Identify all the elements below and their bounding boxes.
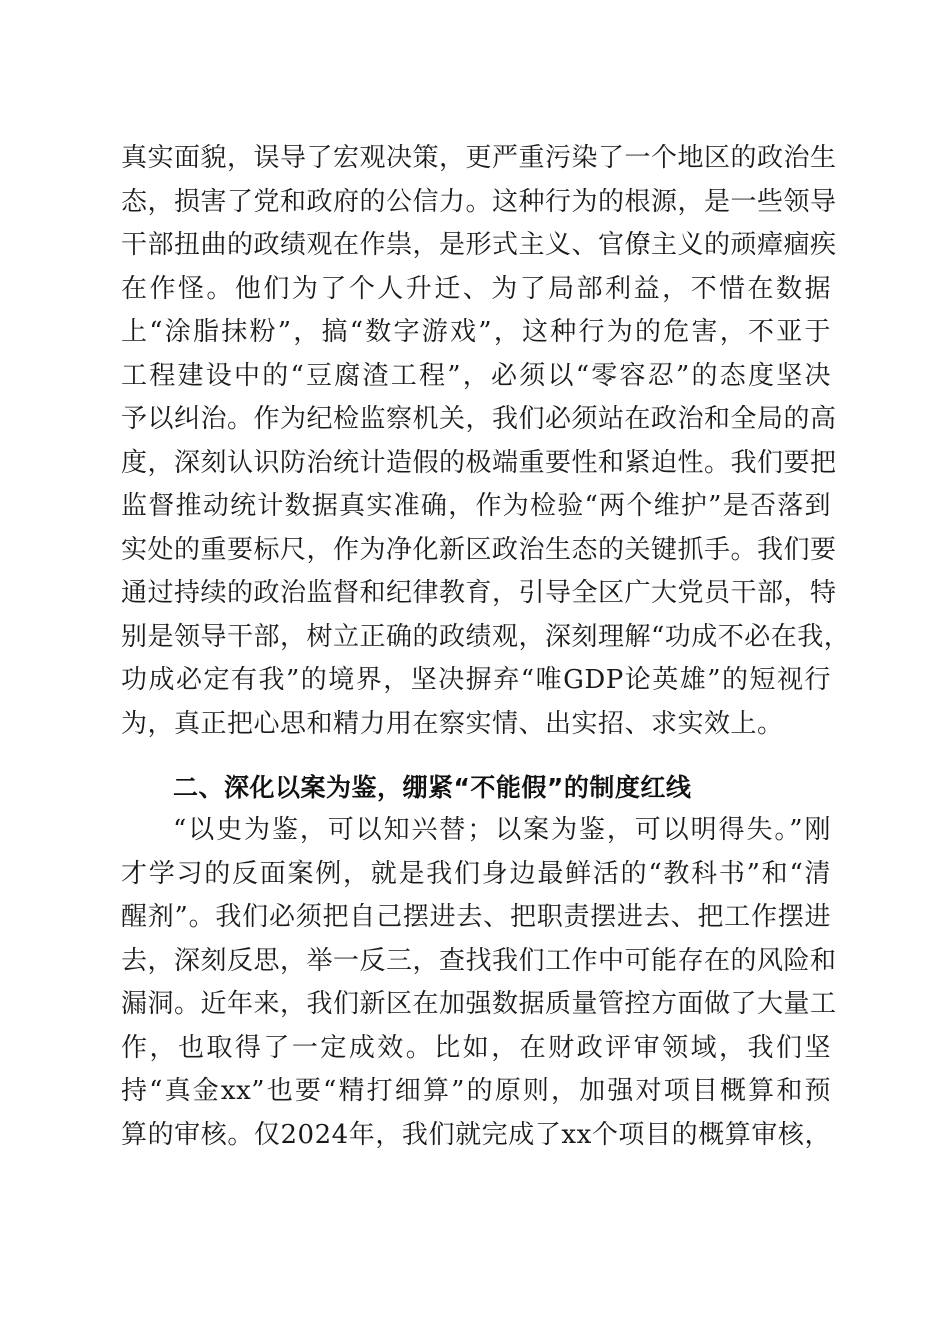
paragraph-1 [121, 137, 851, 746]
text-line: 工程建设中的“豆腐渣工程”，必须以“零容忍”的态度坚决 [121, 360, 831, 391]
text-line: 真实面貌，误导了宏观决策，更严重污染了一个地区的政治生 [121, 143, 837, 173]
text-line: 实处的重要标尺，作为净化新区政治生态的关键抓手。我们要 [121, 534, 837, 565]
text-line: 态，损害了党和政府的公信力。这种行为的根源，是一些领导 [121, 186, 837, 217]
section-heading: 二、深化以案为鉴，绷紧“不能假”的制度红线 [173, 773, 692, 802]
text-line: 度，深刻认识防治统计造假的极端重要性和紧迫性。我们要把 [121, 447, 837, 478]
text-line: 算的审核。仅2024年，我们就完成了xx个项目的概算审核， [121, 1119, 831, 1150]
text-line: 去，深刻反思，举一反三，查找我们工作中可能存在的风险和 [121, 945, 837, 976]
paragraph-2 [121, 809, 837, 1157]
text-line: 在作怪。他们为了个人升迁、为了局部利益，不惜在数据 [121, 273, 831, 304]
text-line: 为，真正把心思和精力用在察实情、出实招、求实效上。 [121, 708, 784, 739]
text-line: 别是领导干部，树立正确的政绩观，深刻理解“功成不必在我， [121, 621, 851, 652]
text-line: 醒剂”。我们必须把自己摆进去、把职责摆进去、把工作摆进 [121, 902, 831, 932]
text-line: 干部扭曲的政绩观在作祟，是形式主义、官僚主义的顽瘴痼疾 [121, 230, 837, 260]
text-line: 通过持续的政治监督和纪律教育，引导全区广大党员干部，特 [121, 578, 837, 608]
text-line: “以史为鉴，可以知兴替；以案为鉴，可以明得失。”刚 [173, 815, 831, 845]
text-line: 功成必定有我”的境界，坚决摒弃“唯GDP论英雄”的短视行 [121, 665, 831, 695]
text-line: 上“涂脂抹粉”，搞“数字游戏”，这种行为的危害，不亚于 [121, 317, 831, 347]
text-line: 漏洞。近年来，我们新区在加强数据质量管控方面做了大量工 [121, 989, 837, 1019]
text-line: 持“真金xx”也要“精打细算”的原则，加强对项目概算和预 [121, 1076, 831, 1106]
text-line: 作，也取得了一定成效。比如，在财政评审领域，我们坚 [121, 1032, 831, 1063]
section-heading-block [121, 766, 831, 810]
text-line: 予以纠治。作为纪检监察机关，我们必须站在政治和全局的高 [121, 404, 837, 434]
text-line: 监督推动统计数据真实准确，作为检验“两个维护”是否落到 [121, 491, 831, 521]
text-line: 才学习的反面案例，就是我们身边最鲜活的“教科书”和“清 [121, 858, 831, 889]
